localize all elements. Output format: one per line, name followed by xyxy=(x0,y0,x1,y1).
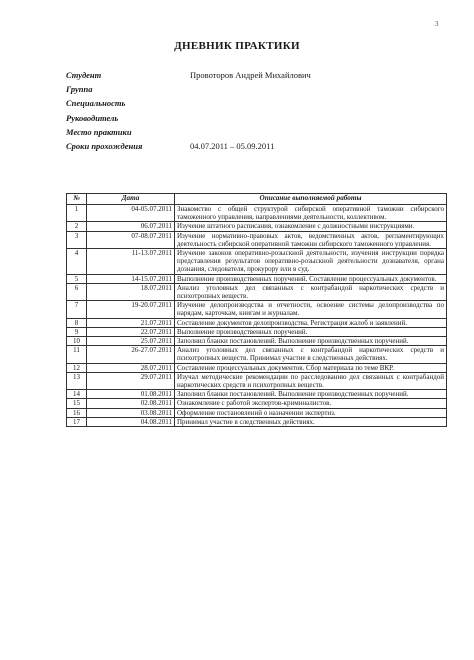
row-description: Оформление постановлений о назначении экспертиз. xyxy=(175,408,447,417)
table-row xyxy=(67,363,447,372)
row-date: 29.07.2011 xyxy=(87,372,175,389)
table-row xyxy=(67,346,447,363)
info-row xyxy=(66,111,446,125)
row-date: 04.08.2011 xyxy=(87,417,175,426)
info-value: Провоторов Андрей Михайлович xyxy=(190,70,311,80)
info-label: Студент xyxy=(66,70,102,80)
table-row xyxy=(67,249,447,275)
row-description: Изучение делопроизводства и отчетности, освоение системы делопроизводства по нарядам, карточкам, книгам и журналам. xyxy=(175,301,447,318)
info-row xyxy=(66,139,446,153)
student-info xyxy=(66,68,446,153)
table-row xyxy=(67,205,447,222)
row-number: 12 xyxy=(67,363,87,372)
row-number: 5 xyxy=(67,274,87,283)
info-value: 04.07.2011 – 05.09.2011 xyxy=(190,140,275,151)
info-row xyxy=(66,96,446,110)
row-date: 26-27.07.2011 xyxy=(87,346,175,363)
row-number: 17 xyxy=(67,417,87,426)
info-label: Сроки прохождения xyxy=(66,140,143,151)
row-date: 01.08.2011 xyxy=(87,390,175,399)
row-number: 1 xyxy=(67,205,87,222)
row-number: 3 xyxy=(67,231,87,248)
info-row xyxy=(66,68,446,82)
table-row xyxy=(67,301,447,318)
row-number: 8 xyxy=(67,318,87,327)
row-date: 22.07.2011 xyxy=(87,327,175,336)
row-description: Заполнил бланки постановлений. Выполнение производственных поручений. xyxy=(175,337,447,346)
row-date: 28.07.2011 xyxy=(87,363,175,372)
table-row xyxy=(67,408,447,417)
row-date: 06.07.2011 xyxy=(87,222,175,231)
row-description: Составление документов делопроизводства. Регистрация жалоб и заявлений. xyxy=(175,318,447,327)
header-date: Дата xyxy=(87,194,175,205)
row-description: Анализ уголовных дел связанных с контрабандой наркотических средств и психотропных веществ. xyxy=(175,283,447,300)
practice-log-table xyxy=(66,193,447,427)
header-description: Описание выполняемой работы xyxy=(175,194,447,205)
table-row xyxy=(67,231,447,248)
row-number: 15 xyxy=(67,399,87,408)
info-label: Специальность xyxy=(66,98,126,109)
row-number: 16 xyxy=(67,408,87,417)
info-row xyxy=(66,125,446,139)
row-description: Изучал методические рекомендации по расследованию дел связанных с контрабандой наркотических средств и психотропных веществ. xyxy=(175,372,447,389)
row-description: Составление процессуальных документов. Сбор материала по теме ВКР. xyxy=(175,363,447,372)
table-row xyxy=(67,372,447,389)
row-description: Ознакомление с работой экспертов-криминалистов. xyxy=(175,399,447,408)
row-number: 14 xyxy=(67,390,87,399)
table-row xyxy=(67,327,447,336)
row-date: 07-08.07.2011 xyxy=(87,231,175,248)
row-number: 13 xyxy=(67,372,87,389)
row-date: 25.07.2011 xyxy=(87,337,175,346)
table-header-row xyxy=(67,194,447,205)
table-row xyxy=(67,399,447,408)
row-number: 11 xyxy=(67,346,87,363)
row-date: 11-13.07.2011 xyxy=(87,249,175,275)
row-date: 18.07.2011 xyxy=(87,283,175,300)
row-date: 19-20.07.2011 xyxy=(87,301,175,318)
table-row xyxy=(67,222,447,231)
header-number: № xyxy=(67,194,87,205)
table-row xyxy=(67,417,447,426)
row-description: Знакомство с общей структурой сибирской оперативной таможни сибирского таможенного управления, направлениями деятельности, коллективом. xyxy=(175,205,447,222)
row-date: 04-05.07.2011 xyxy=(87,205,175,222)
row-description: Заполнил бланки постановлений. Выполнение производственных поручений. xyxy=(175,390,447,399)
row-number: 4 xyxy=(67,249,87,275)
page-title: ДНЕВНИК ПРАКТИКИ xyxy=(174,40,300,52)
row-date: 21.07.2011 xyxy=(87,318,175,327)
row-description: Анализ уголовных дел связанных с контрабандой наркотических средств и психотропных веществ. Принимал участие в следственных действиях. xyxy=(175,346,447,363)
table-row xyxy=(67,274,447,283)
row-description: Изучение штатного расписания, ознакомление с должностными инструкциями. xyxy=(175,222,447,231)
info-row xyxy=(66,82,446,96)
row-date: 14-15.07.2011 xyxy=(87,274,175,283)
row-description: Принимал участие в следственных действиях. xyxy=(175,417,447,426)
info-label: Место практики xyxy=(66,126,132,137)
row-number: 2 xyxy=(67,222,87,231)
table-row xyxy=(67,390,447,399)
row-description: Изучение нормативно-правовых актов, ведомственных актов, регламентирующих деятельность сибирской оперативной таможни сибирского таможенного управления. xyxy=(175,231,447,248)
table-row xyxy=(67,283,447,300)
row-number: 6 xyxy=(67,283,87,300)
table-row xyxy=(67,337,447,346)
info-label: Руководитель xyxy=(66,112,119,123)
page-number: 3 xyxy=(435,20,439,28)
table-row xyxy=(67,318,447,327)
row-date: 02.08.2011 xyxy=(87,399,175,408)
row-description: Выполнение производственных поручений. Составление процессуальных документов. xyxy=(175,274,447,283)
row-description: Изучение законов оперативно-розыскной деятельности, изучения инструкции порядка представления результатов оперативно-розыскной деятельности дознавателя, органа дознания, следователя, прокурору или в суд. xyxy=(175,249,447,275)
row-number: 7 xyxy=(67,301,87,318)
row-number: 10 xyxy=(67,337,87,346)
row-number: 9 xyxy=(67,327,87,336)
row-date: 03.08.2011 xyxy=(87,408,175,417)
row-description: Выполнение производственных поручений. xyxy=(175,327,447,336)
info-label: Группа xyxy=(66,84,93,95)
